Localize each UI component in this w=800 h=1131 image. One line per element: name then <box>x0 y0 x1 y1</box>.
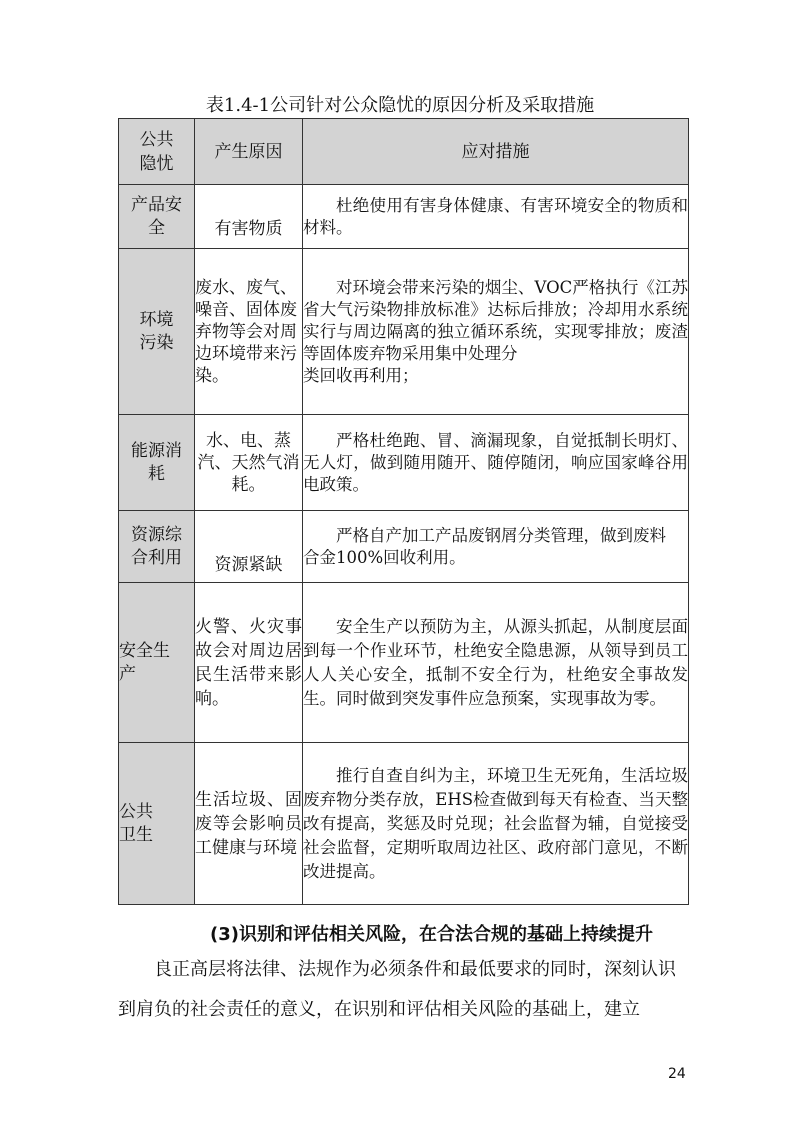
concern-cell: 资源综 合利用 <box>119 511 195 583</box>
table-caption: 表1.4-1公司针对公众隐忧的原因分析及采取措施 <box>205 95 595 116</box>
body-paragraph <box>118 950 690 1030</box>
measure-cell: 对环境会带来污染的烟尘、VOC严格执行《江苏省大气污染物排放标准》达标后排放；冷却用水系统实行与周边隔离的独立循环系统，实现零排放；废渣等固体废弃物采用集中处理分 类回收再利用； <box>303 249 689 415</box>
measure-cell: 杜绝使用有害身体健康、有害环境安全的物质和材料。 <box>303 185 689 249</box>
concern-cell: 产品安 全 <box>119 185 195 249</box>
table-row <box>119 185 689 249</box>
header-concern: 公共 隐忧 <box>119 119 195 185</box>
cause-cell: 水、电、蒸汽、天然气消耗。 <box>195 415 303 511</box>
cause-cell: 火警、火灾事故会对周边居民生活带来影响。 <box>195 583 303 743</box>
header-cause: 产生原因 <box>195 119 303 185</box>
table-row <box>119 511 689 583</box>
measure-cell: 严格杜绝跑、冒、滴漏现象，自觉抵制长明灯、无人灯，做到随用随开、随停随闭，响应国家峰谷用电政策。 <box>303 415 689 511</box>
concerns-table <box>118 118 689 905</box>
measure-cell: 安全生产以预防为主，从源头抓起，从制度层面到每一个作业环节，杜绝安全隐患源，从领导到员工人人关心安全，抵制不安全行为，杜绝安全事故发生。同时做到突发事件应急预案，实现事故为零。 <box>303 583 689 743</box>
table-row <box>119 583 689 743</box>
cause-cell: 资源紧缺 <box>195 511 303 583</box>
cause-cell: 废水、废气、噪音、固体废弃物等会对周边环境带来污染。 <box>195 249 303 415</box>
section-heading: (3)识别和评估相关风险，在合法合规的基础上持续提升 <box>210 924 653 945</box>
concern-cell: 公共 卫生 <box>119 743 195 905</box>
measure-cell: 严格自产加工产品废钢屑分类管理，做到废料 合金100%回收利用。 <box>303 511 689 583</box>
concern-cell: 能源消 耗 <box>119 415 195 511</box>
measure-cell: 推行自查自纠为主，环境卫生无死角，生活垃圾废弃物分类存放，EHS检查做到每天有检查、当天整改有提高，奖惩及时兑现；社会监督为辅，自觉接受社会监督，定期听取周边社区、政府部门意见，不断改进提高。 <box>303 743 689 905</box>
table-row <box>119 743 689 905</box>
header-measure: 应对措施 <box>303 119 689 185</box>
concern-cell: 环境 污染 <box>119 249 195 415</box>
table-row <box>119 249 689 415</box>
cause-cell: 生活垃圾、固废等会影响员工健康与环境 <box>195 743 303 905</box>
table-row <box>119 415 689 511</box>
paragraph-text: 良正高层将法律、法规作为必须条件和最低要求的同时，深刻认识到肩负的社会责任的意义，在识别和评估相关风险的基础上，建立 <box>118 959 676 1020</box>
table-header-row <box>119 119 689 185</box>
cause-cell: 有害物质 <box>195 185 303 249</box>
concern-cell: 安全生 产 <box>119 583 195 743</box>
page-number: 24 <box>668 1066 686 1082</box>
